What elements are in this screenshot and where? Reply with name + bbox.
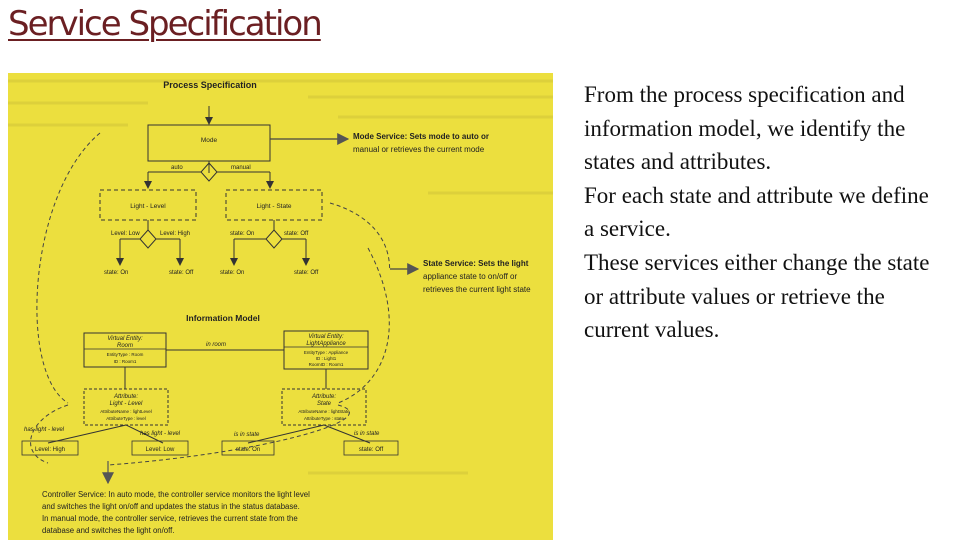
is-in-state-1: is in state [234, 432, 260, 438]
in-room-label: in room [205, 342, 227, 348]
controller-curve-left [31, 405, 68, 463]
state-off-3: state: Off [294, 270, 319, 276]
attr-state-detail-2: AttributeType : state [303, 416, 345, 421]
state-off-2: state: Off [284, 231, 309, 237]
state-on-3: state: On [220, 270, 245, 276]
state-decision [266, 230, 282, 248]
process-spec-title: Process Specification [163, 80, 257, 90]
mode-box-label: Mode [200, 137, 218, 144]
state-on-link [248, 425, 324, 443]
state-off-4: state: Off [358, 447, 384, 453]
controller-line-4: database and switches the light on/off. [42, 526, 175, 535]
level-high-label: Level: High [160, 231, 191, 237]
appliance-detail-2: ID : Light1 [315, 356, 337, 361]
attr-level-title-2: Light - Level [109, 401, 143, 407]
light-state-box-label: Light - State [256, 203, 292, 210]
controller-line-1: Controller Service: In auto mode, the controller service monitors the light level [42, 490, 310, 499]
state-service-line-2: appliance state to on/off or [423, 272, 518, 281]
slide-title: Service Specification [8, 4, 321, 44]
has-light-level-2: has light - level [140, 431, 181, 437]
mode-service-line-2: manual or retrieves the current mode [353, 145, 485, 154]
flow-diagram [8, 73, 553, 540]
state-service-line-1: State Service: Sets the light [423, 259, 529, 268]
manual-label: manual [231, 165, 251, 171]
room-detail-2: ID : Room1 [113, 359, 137, 364]
state-on-2: state: On [230, 231, 255, 237]
room-title-2: Room [116, 343, 134, 349]
is-in-state-2: is in state [354, 431, 380, 437]
attr-state-title-1: Attribute: [311, 394, 337, 400]
state-service-curve [330, 203, 390, 269]
attr-state-title-2: State [316, 401, 332, 407]
state-on-4: state: On [235, 447, 261, 453]
attr-level-detail-1: AttributeName : lightLevel [100, 409, 152, 414]
state-service-line-3: retrieves the current light state [423, 285, 531, 294]
auto-label: auto [171, 165, 183, 171]
left-dashed-curve [37, 133, 100, 403]
level-decision [140, 230, 156, 248]
description-paragraph-1: From the process specification and information model, we identify the states and attributes. [584, 82, 906, 175]
description-paragraph-3: These services either change the state or attribute values or retrieve the current values. [584, 249, 930, 343]
room-detail-1: EntityType : Room [106, 352, 144, 357]
level-low-label: Level: Low [111, 231, 140, 237]
appliance-detail-3: RoomID : Room1 [308, 362, 344, 367]
right-dashed-curve [338, 248, 389, 403]
has-light-level-1: has light - level [24, 427, 65, 433]
appliance-title-1: Virtual Entity: [308, 334, 344, 340]
controller-line-3: In manual mode, the controller service, retrieves the current state from the [42, 514, 298, 523]
light-level-box-label: Light - Level [130, 203, 166, 210]
appliance-detail-1: EntityType : Appliance [303, 350, 349, 355]
controller-line-2: and switches the light on/off and updates the status in the status database. [42, 502, 300, 511]
attr-level-title-1: Attribute: [113, 394, 139, 400]
attr-level-detail-2: AttributeType : level [106, 416, 146, 421]
state-on-1: state: On [104, 270, 129, 276]
info-model-title: Information Model [186, 313, 260, 323]
appliance-title-2: LightAppliance [306, 341, 346, 347]
description-text [584, 78, 944, 347]
room-title-1: Virtual Entity: [107, 336, 143, 342]
level-low-2: Level: Low [145, 447, 175, 453]
mode-service-line-1: Mode Service: Sets mode to auto or [353, 132, 490, 141]
description-paragraph-2: For each state and attribute we define a service. [584, 182, 929, 242]
state-off-1: state: Off [169, 270, 194, 276]
attr-state-detail-1: AttributeName : lightState [298, 409, 350, 414]
scanned-figure [8, 73, 553, 540]
level-high-2: Level: High [34, 447, 66, 453]
